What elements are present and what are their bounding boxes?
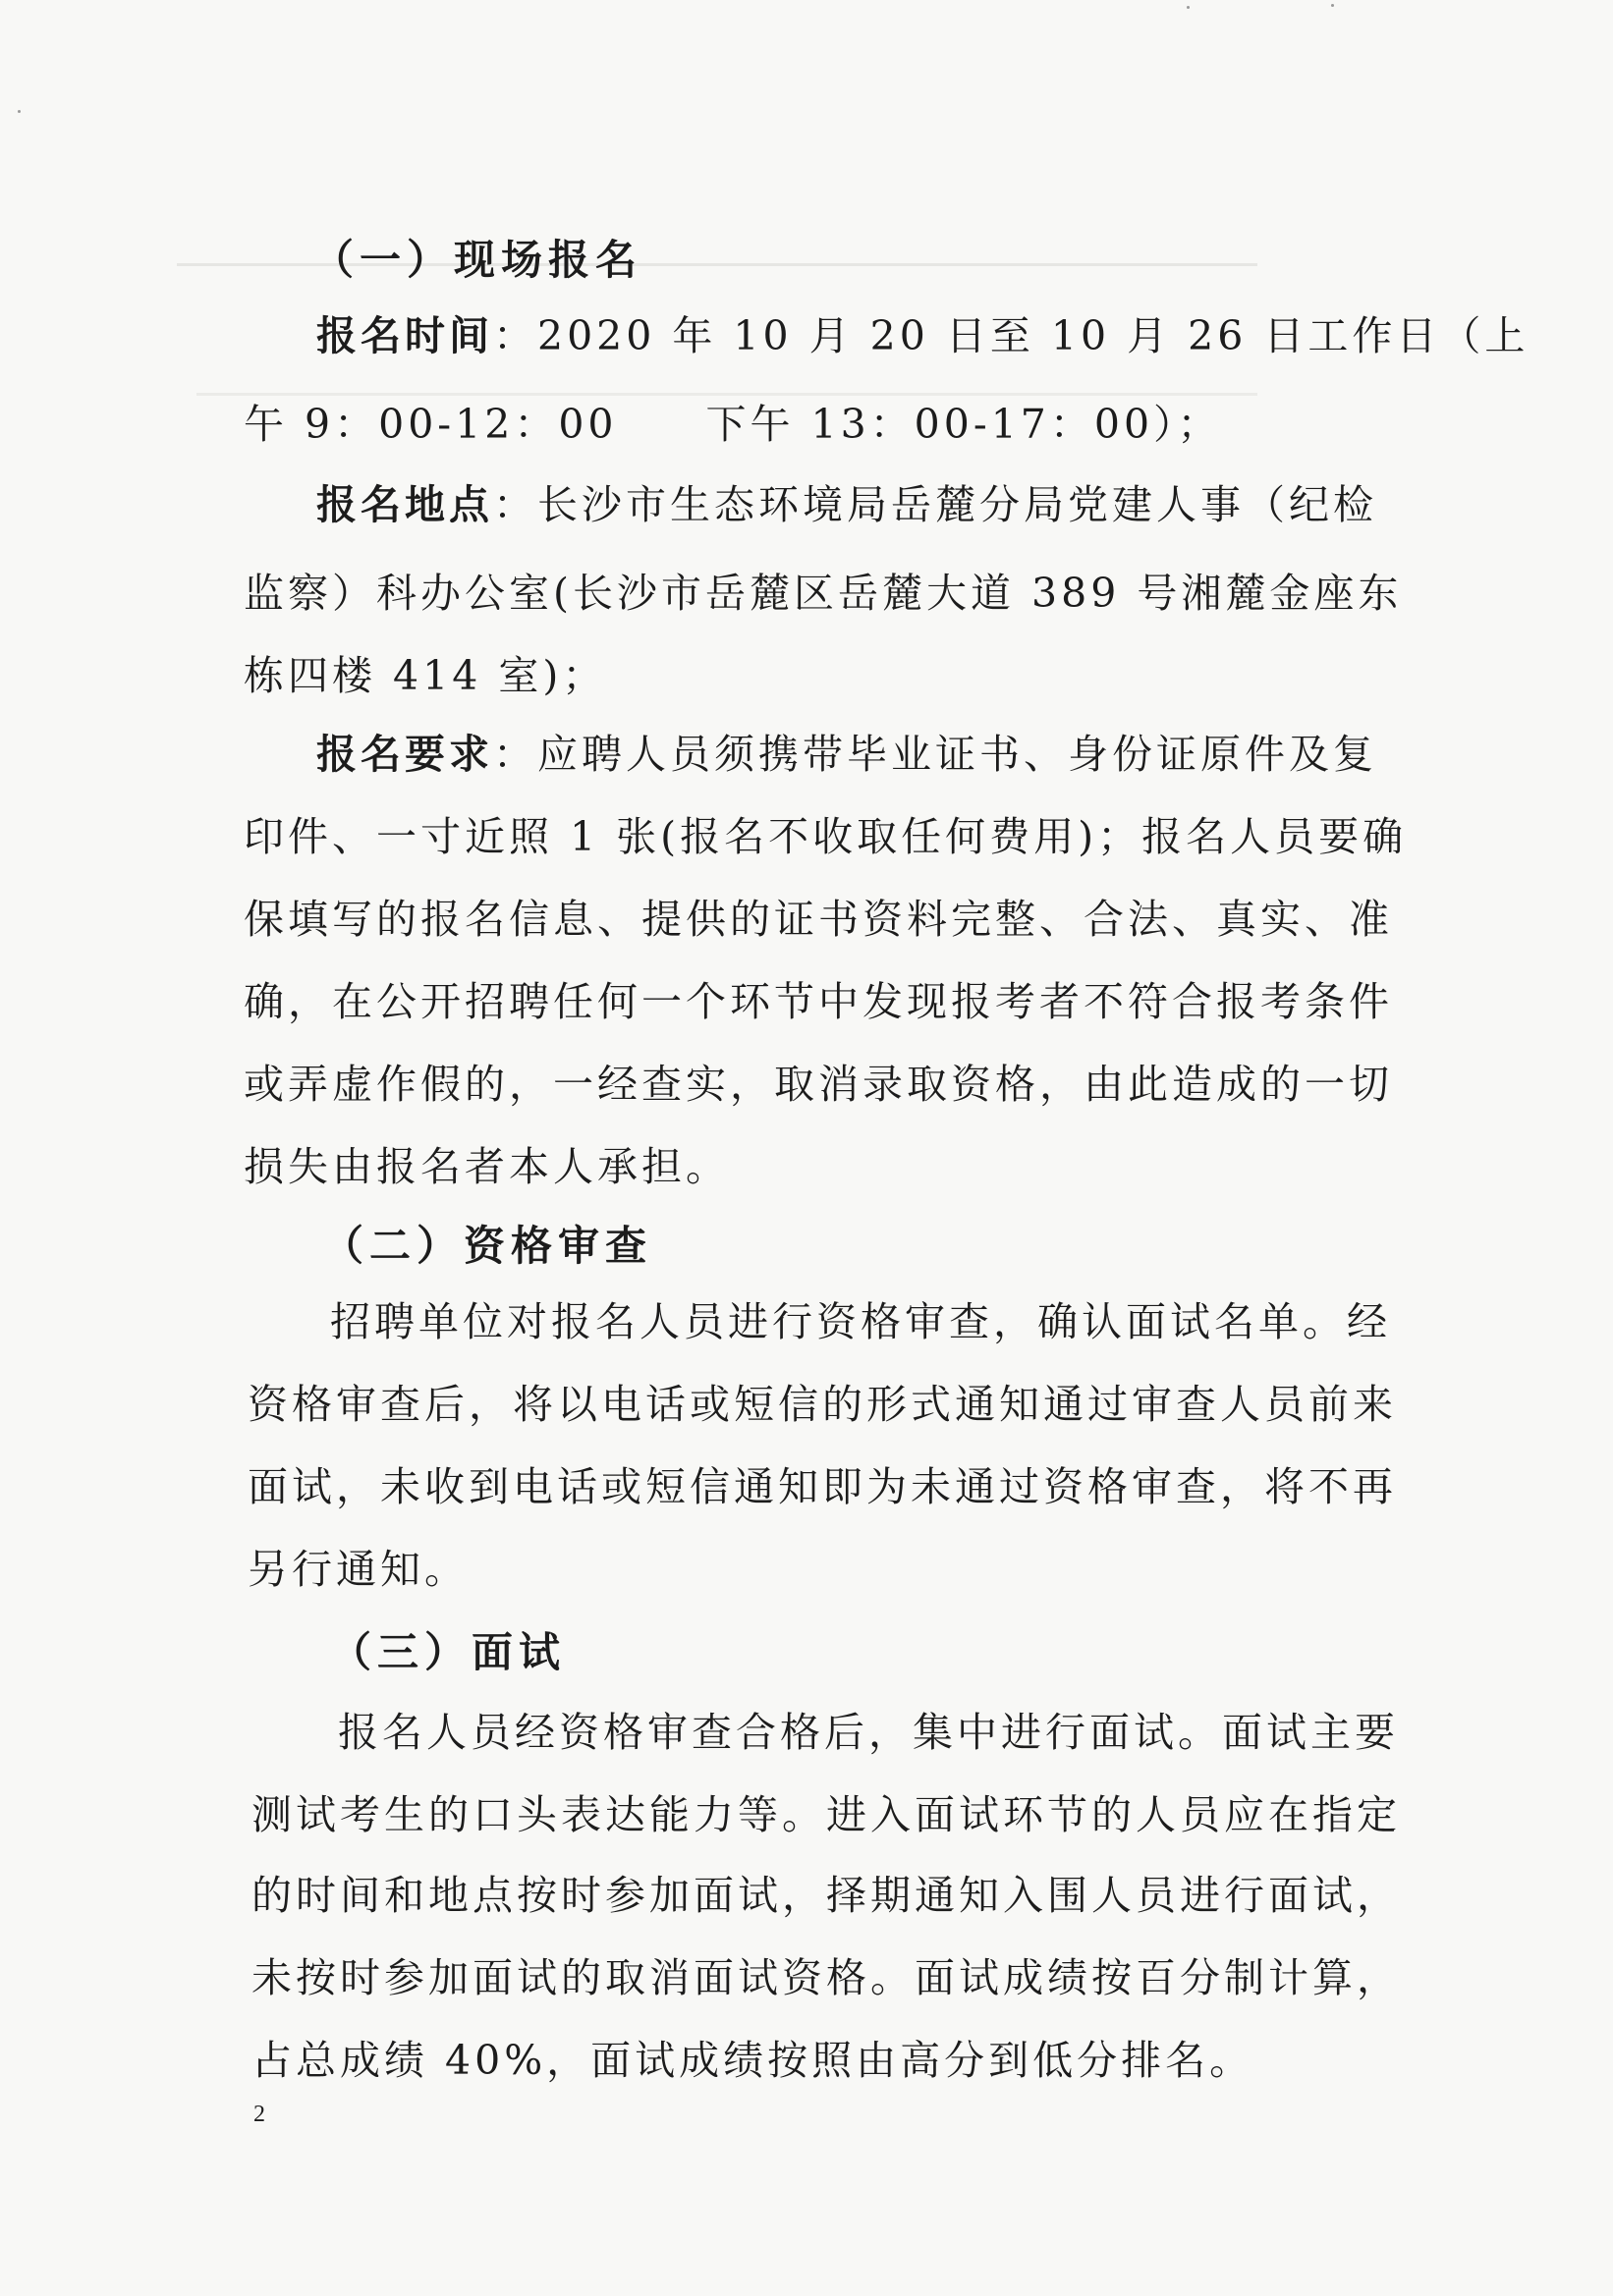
page-number: 2 (253, 2102, 265, 2127)
registration-place-line-1 (316, 481, 1377, 528)
scan-artifact-line (196, 393, 1257, 396)
registration-requirements-line-4: 确，在公开招聘任何一个环节中发现报考者不符合报考条件 (244, 978, 1393, 1025)
scan-speck (18, 110, 21, 113)
qualification-review-line-3: 面试，未收到电话或短信通知即为未通过资格审查，将不再 (248, 1463, 1397, 1510)
registration-requirements-line-2: 印件、一寸近照 1 张(报名不收取任何费用)；报名人员要确 (244, 813, 1408, 860)
section-heading-qualification-review: （二）资格审查 (322, 1222, 653, 1270)
interview-line-1: 报名人员经资格审查合格后，集中进行面试。面试主要 (338, 1709, 1399, 1756)
section-heading-interview: （三）面试 (330, 1628, 567, 1676)
scan-speck (1187, 6, 1190, 9)
registration-place-line-2: 监察）科办公室(长沙市岳麓区岳麓大道 389 号湘麓金座东 (244, 570, 1403, 617)
registration-time-line-1 (316, 312, 1530, 359)
registration-place-line-3: 栋四楼 414 室)； (244, 652, 607, 699)
section-heading-onsite-registration: （一）现场报名 (312, 236, 643, 284)
qualification-review-line-2: 资格审查后，将以电话或短信的形式通知通过审查人员前来 (248, 1381, 1397, 1428)
registration-requirements-label: 报名要求 (316, 731, 493, 778)
registration-requirements-line-6: 损失由报名者本人承担。 (244, 1143, 730, 1190)
registration-place-label: 报名地点 (316, 481, 493, 528)
registration-time-line-2: 午 9：00-12：00 下午 13：00-17：00）； (244, 401, 1222, 448)
registration-place-text: ：长沙市生态环境局岳麓分局党建人事（纪检 (493, 481, 1377, 528)
scan-speck (1331, 4, 1334, 7)
interview-line-4: 未按时参加面试的取消面试资格。面试成绩按百分制计算， (251, 1954, 1401, 2001)
interview-line-3: 的时间和地点按时参加面试，择期通知入围人员进行面试， (251, 1872, 1401, 1919)
registration-requirements-line-5: 或弄虚作假的，一经查实，取消录取资格，由此造成的一切 (244, 1061, 1393, 1108)
interview-line-5: 占总成绩 40%，面试成绩按照由高分到低分排名。 (251, 2037, 1254, 2084)
qualification-review-line-4: 另行通知。 (248, 1546, 469, 1593)
qualification-review-line-1: 招聘单位对报名人员进行资格审查，确认面试名单。经 (330, 1298, 1391, 1345)
registration-time-text: ：2020 年 10 月 20 日至 10 月 26 日工作日（上 (493, 312, 1530, 359)
registration-requirements-text: ：应聘人员须携带毕业证书、身份证原件及复 (493, 731, 1377, 778)
registration-requirements-line-1 (316, 731, 1377, 778)
registration-requirements-line-3: 保填写的报名信息、提供的证书资料完整、合法、真实、准 (244, 896, 1393, 943)
interview-line-2: 测试考生的口头表达能力等。进入面试环节的人员应在指定 (251, 1791, 1401, 1838)
registration-time-label: 报名时间 (316, 312, 493, 359)
